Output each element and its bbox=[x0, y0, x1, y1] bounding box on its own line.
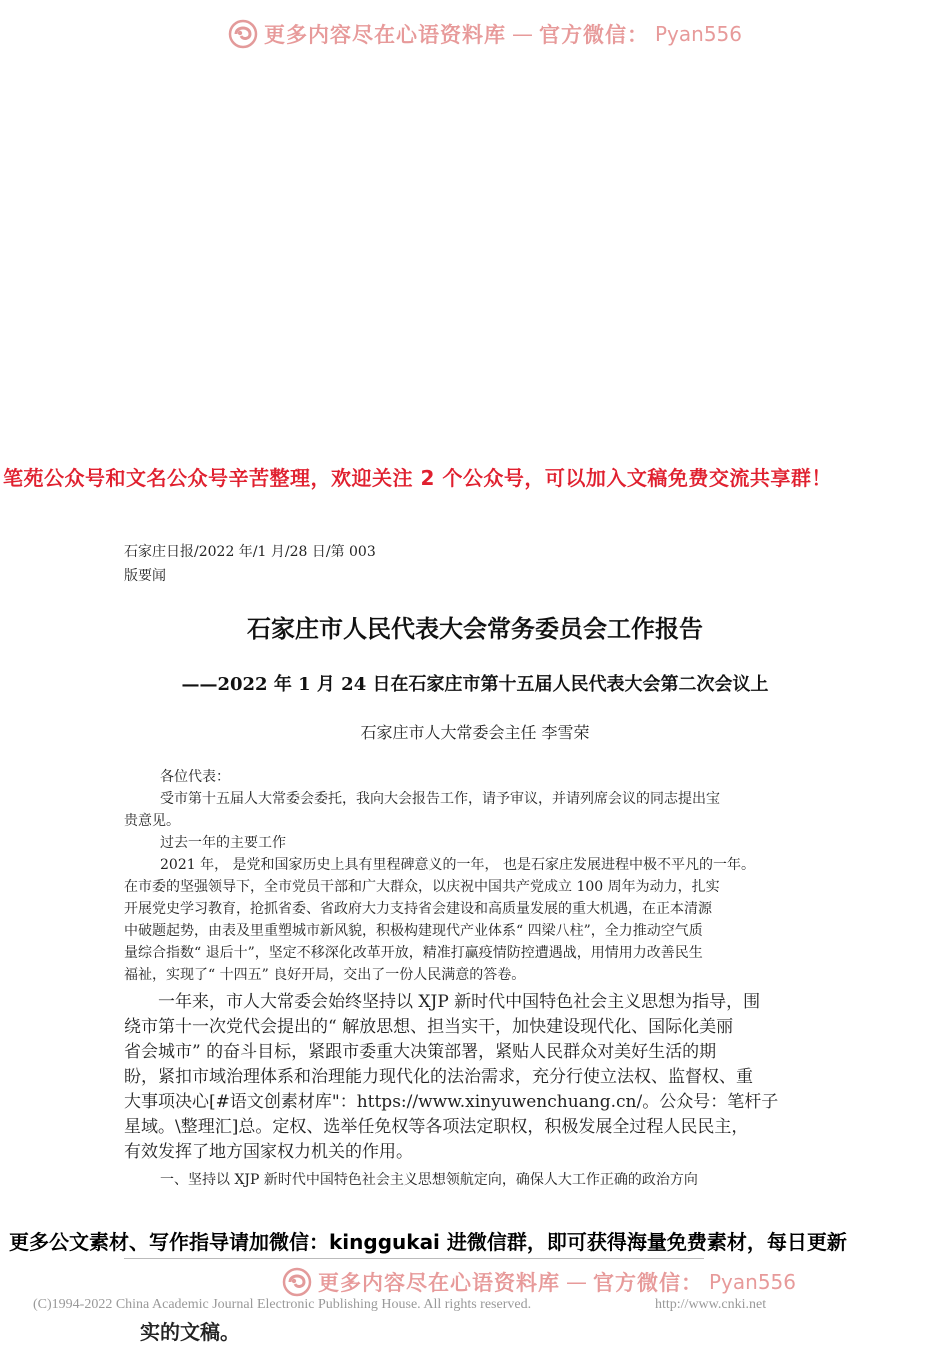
paragraph-2-line-1: 一年来，市人大常委会始终坚持以 XJP 新时代中国特色社会主义思想为指导，围 bbox=[158, 992, 761, 1012]
watermark-text: 更多内容尽在心语资料库 bbox=[318, 1270, 560, 1295]
page-title: 石家庄市人民代表大会常务委员会工作报告 bbox=[247, 614, 703, 643]
watermark-wechat-label: 官方微信： bbox=[593, 1270, 703, 1295]
paragraph-2-line-5: 大事项决心[#语文创素材库"：https://www.xinyuwenchuang.cn/。公众号：笔杆子 bbox=[124, 1092, 779, 1112]
source-line-1: 石家庄日报/2022 年/1 月/28 日/第 003 bbox=[124, 544, 376, 560]
intro-line-1: 受市第十五届人大常委会委托，我向大会报告工作，请予审议，并请列席会议的同志提出宝 bbox=[160, 791, 720, 807]
trailing-text: 实的文稿。 bbox=[140, 1320, 240, 1344]
paragraph-2-line-4: 盼，紧扣市域治理体系和治理能力现代化的法治需求，充分行使立法权、监督权、重 bbox=[124, 1067, 753, 1087]
author-line: 石家庄市人大常委会主任 李雪荣 bbox=[360, 723, 590, 742]
paragraph-1-line-6: 福祉，实现了“ 十四五” 良好开局，交出了一份人民满意的答卷。 bbox=[124, 967, 526, 983]
paragraph-2-line-7: 有效发挥了地方国家权力机关的作用。 bbox=[124, 1142, 413, 1162]
subtitle: ——2022 年 1 月 24 日在石家庄市第十五届人民代表大会第二次会议上 bbox=[181, 674, 769, 695]
bottom-promo-banner: 更多公文素材、写作指导请加微信：kinggukai 进微信群，即可获得海量免费素材，每日更新 bbox=[9, 1230, 847, 1254]
body-small-section bbox=[124, 766, 836, 986]
paragraph-1-line-4: 中破题起势，由表及里重塑城市新风貌，积极构建现代产业体系“ 四梁八柱”，全力推动空气质 bbox=[124, 923, 703, 939]
watermark-wechat-label: 官方微信： bbox=[539, 22, 649, 47]
source-line-2: 版要闻 bbox=[124, 568, 166, 584]
watermark-wechat-id: Pyan556 bbox=[709, 1270, 797, 1294]
copyright-notice: (C)1994-2022 China Academic Journal Electronic Publishing House. All rights reserved. bbox=[33, 1297, 532, 1312]
paragraph-2-line-2: 绕市第十一次党代会提出的“ 解放思想、担当实干，加快建设现代化、国际化美丽 bbox=[124, 1017, 734, 1037]
watermark-wechat-id: Pyan556 bbox=[655, 22, 743, 46]
intro-line-2: 贵意见。 bbox=[124, 813, 180, 829]
section-heading-1: 一、坚持以 XJP 新时代中国特色社会主义思想领航定向，确保人大工作正确的政治方向 bbox=[160, 1172, 698, 1188]
watermark-text: 更多内容尽在心语资料库 bbox=[264, 22, 506, 47]
paragraph-2-line-3: 省会城市” 的奋斗目标，紧跟市委重大决策部署，紧贴人民群众对美好生活的期 bbox=[124, 1042, 717, 1062]
paragraph-1-line-2: 在市委的坚强领导下，全市党员干部和广大群众，以庆祝中国共产党成立 100 周年为动力，扎实 bbox=[124, 879, 720, 895]
swirl-logo-icon bbox=[228, 19, 258, 49]
salutation: 各位代表： bbox=[160, 769, 230, 785]
cnki-link[interactable]: http://www.cnki.net bbox=[655, 1297, 767, 1312]
paragraph-1-line-3: 开展党史学习教育，抢抓省委、省政府大力支持省会建设和高质量发展的重大机遇，在正本清源 bbox=[124, 901, 712, 917]
watermark-separator: — bbox=[512, 22, 533, 46]
paragraph-1-line-1: 2021 年， 是党和国家历史上具有里程碑意义的一年， 也是石家庄发展进程中极不平凡的一年。 bbox=[160, 857, 755, 873]
heading-past-year: 过去一年的主要工作 bbox=[160, 835, 286, 851]
promo-banner: 笔苑公众号和文名公众号辛苦整理，欢迎关注 2 个公众号，可以加入文稿免费交流共享群！ bbox=[3, 466, 832, 490]
bottom-watermark bbox=[282, 1267, 796, 1297]
watermark-separator: — bbox=[566, 1270, 587, 1294]
paragraph-2-line-6: 星域。\整理汇]总。定权、选举任免权等各项法定职权，积极发展全过程人民民主， bbox=[124, 1117, 749, 1137]
paragraph-1-line-5: 量综合指数“ 退后十”，坚定不移深化改革开放，精准打赢疫情防控遭遇战，用情用力改善民生 bbox=[124, 945, 703, 961]
footer-rule bbox=[124, 1258, 704, 1259]
swirl-logo-icon bbox=[282, 1267, 312, 1297]
top-watermark bbox=[228, 19, 742, 49]
body-large-section bbox=[124, 990, 836, 1165]
